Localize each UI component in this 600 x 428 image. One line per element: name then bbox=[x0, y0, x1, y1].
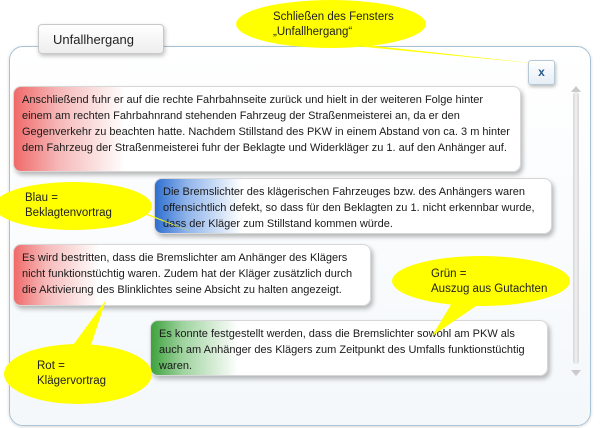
klaegervortrag-box-2: Es wird bestritten, dass die Bremslichter am Anhänger des Klägers nicht funktionstüchtig waren. Zudem hat der Kläger zusätzlich durch die Aktivierung des Blinklichtes seine Absicht zu halten angezeigt. bbox=[13, 244, 371, 306]
blue-callout-line-1: Blau = bbox=[25, 192, 58, 204]
close-callout-line-1: Schließen des Fensters bbox=[273, 11, 394, 23]
close-callout bbox=[236, 0, 426, 48]
green-callout-line-2: Auszug aus Gutachten bbox=[431, 283, 548, 295]
red-callout bbox=[4, 344, 152, 404]
red-callout-line-2: Klägervortrag bbox=[37, 375, 107, 387]
green-callout bbox=[392, 256, 570, 306]
close-button[interactable]: x bbox=[528, 60, 555, 85]
window-title: Unfallhergang bbox=[38, 24, 164, 54]
beklagtenvortrag-box: Die Bremslichter des klägerischen Fahrzeuges bzw. des Anhängers waren offensichtlich defekt, so dass für den Beklagten zu 1. nicht erkennbar wurde, dass der Kläger zum Stillstand kommen würde. bbox=[154, 178, 552, 234]
blue-callout bbox=[0, 182, 152, 230]
red-callout-line-1: Rot = bbox=[37, 360, 65, 372]
close-callout-line-2: „Unfallhergang“ bbox=[273, 26, 353, 38]
klaegervortrag-box-1: Anschließend fuhr er auf die rechte Fahrbahnseite zurück und hielt in der weiteren Folge hinter einem am rechten Fahrbahnrand stehenden Fahrzeug der Straßenmeisterei an, da er den Gegenverkehr zu beachten hatte. Nachdem Stillstand des PKW in einem Abstand von ca. 3 m hinter dem Fahrzeug der Straßenmeisterei fuhr der Beklagte und Widerkläger zu 1. auf den Anhänger auf. bbox=[13, 86, 521, 172]
green-callout-line-1: Grün = bbox=[431, 268, 467, 280]
blue-callout-line-2: Beklagtenvortrag bbox=[25, 207, 112, 219]
gutachten-box: Es konnte festgestellt werden, dass die Bremslichter sowohl am PKW als auch am Anhänger des Klägers zum Zeitpunkt des Umfalls funktionstüchtig waren. bbox=[150, 320, 548, 376]
